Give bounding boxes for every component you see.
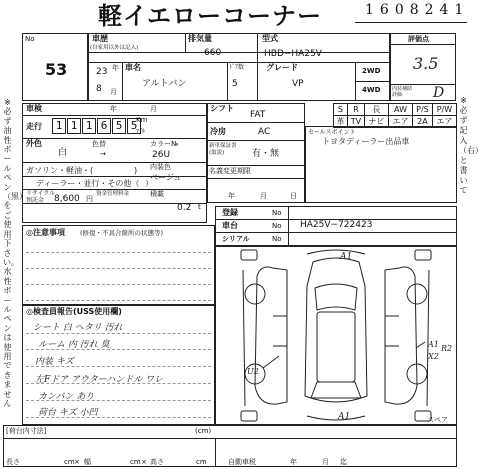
doors-value: 5: [232, 79, 238, 89]
month-value: 8: [96, 84, 102, 94]
equip-tv: TV: [347, 116, 364, 128]
drive-divider: [355, 81, 390, 82]
owner-change-year: 年: [228, 192, 235, 200]
length-label: 長さ: [6, 458, 20, 466]
shaken-year: 年: [110, 105, 117, 113]
recycle-fee-sub: 資金管理料金: [96, 191, 130, 197]
equip-aw: AW: [388, 104, 412, 116]
notes-line: [26, 268, 211, 269]
cargo-unit: (cm): [195, 427, 212, 435]
width-label: 幅: [84, 458, 91, 466]
color-arrow: →: [100, 150, 106, 158]
shift-label: シフト: [210, 104, 234, 113]
drive-4wd: 4WD: [362, 86, 381, 94]
grade-value: VP: [292, 79, 304, 89]
odometer-digit: 1: [67, 118, 81, 134]
year-value: 23: [96, 67, 108, 77]
shaken-label: 車検: [26, 104, 42, 113]
equipment-grid: [333, 103, 457, 128]
owner-divider: [207, 178, 305, 179]
insp-row-3: [22, 162, 207, 163]
damage-mark-a1-top: A1: [340, 252, 353, 262]
equip-navi: ナビ: [364, 116, 388, 128]
notes-line: [26, 252, 211, 253]
color-no-label: カラー№: [150, 140, 179, 148]
inspector-note-3: 内装 キズ: [35, 357, 74, 367]
auto-tax-label: 自動車税: [228, 458, 256, 466]
maker-label: 車歴: [92, 34, 108, 43]
grade-label: グレード: [266, 63, 298, 72]
interior-score-value: D: [433, 85, 445, 101]
score-header-divider: [391, 44, 455, 45]
maker-sub: (自家用以外は記入): [90, 45, 139, 51]
vehicle-col-3: [122, 62, 123, 101]
equip-airbag: エア: [432, 116, 456, 128]
displacement-label: 排気量: [188, 34, 212, 43]
owner-change-day: 日: [290, 192, 297, 200]
serial-suffix: No: [272, 235, 282, 243]
history-close: ）: [145, 179, 153, 188]
recycle-divider: [207, 165, 305, 166]
equip-2a: 2A: [413, 116, 433, 128]
reg-label: 登録: [222, 208, 238, 217]
doors-label: ﾄﾞｱ数: [229, 64, 245, 71]
equip-pw: P/W: [432, 104, 456, 116]
inspector-title: ◎検査員報告(USS使用欄): [26, 307, 122, 316]
equip-leather: 革: [334, 116, 348, 128]
displacement-value: 660: [204, 48, 222, 58]
recycle-fee-label: リサイクル 預託金: [26, 190, 56, 204]
width-cm: cm: [130, 458, 141, 466]
chassis-suffix: No: [272, 222, 282, 230]
damage-mark-x2: X2: [428, 352, 439, 361]
month-unit: 月: [110, 88, 117, 96]
selling-point-value: トヨタディーラー出品車: [322, 137, 410, 146]
cargo-dimension-title: [荷台内寸法]: [6, 427, 47, 435]
exterior-color-value: 白: [58, 148, 68, 158]
ac-label: 冷房: [210, 127, 226, 136]
footer-divider: [3, 438, 457, 439]
interior-color-label: 内装色: [150, 163, 171, 171]
recycle-fee-unit: 円: [86, 195, 93, 203]
inspector-line: [26, 333, 211, 334]
load-unit: t: [198, 203, 201, 211]
insp-row-1: [22, 115, 207, 116]
odometer-unit-mile: ﾏｲﾙ: [136, 128, 146, 135]
lot-no-label: No: [25, 35, 35, 43]
lot-no-box: [22, 33, 88, 101]
reg-div-2: [215, 232, 457, 233]
damage-mark-a1-bottom: A1: [338, 412, 351, 422]
damage-mark-a1-right: A1: [428, 340, 439, 349]
right-margin-note: ※必ず記入（右）と書いて: [459, 96, 483, 195]
inspector-note-4: 左Fドア アウターハンドル ワレ: [35, 375, 164, 385]
inspector-note-5: カンバン あり: [38, 392, 95, 402]
serial-label: シリアル: [222, 235, 250, 243]
lot-number: 1608241: [365, 2, 470, 18]
ac-value: AC: [258, 127, 271, 137]
score-value: 3.5: [413, 54, 439, 73]
odometer-digit: 1: [52, 118, 66, 134]
vehicle-col-4: [227, 62, 228, 101]
selling-point-label: セールスポイント: [308, 129, 356, 136]
lot-no-value: 53: [45, 60, 68, 79]
ac-divider: [207, 140, 305, 141]
car-name-label: 車名: [125, 63, 141, 72]
inspector-note-1: シート 白 ヘタリ 汚れ: [33, 323, 123, 333]
lot-number-underline: [355, 22, 467, 23]
exterior-color-label: 外色: [26, 139, 42, 148]
history-value: ディーラー・並行・その他（: [36, 179, 140, 188]
owner-change-month: 月: [260, 192, 267, 200]
vehicle-col-2: [257, 33, 258, 101]
damage-mark-r2: R2: [441, 344, 453, 353]
footer-col: [215, 438, 216, 467]
inspector-note-6: 荷台 キズ 小凹: [38, 408, 98, 418]
auction-sheet-title: 軽イエローコーナー: [98, 2, 323, 30]
warranty-label: 新車保証書 (取説): [209, 143, 237, 156]
drive-2wd: 2WD: [362, 67, 381, 75]
model-label: 型式: [262, 34, 278, 43]
shift-divider: [207, 122, 305, 123]
inspector-note-2: ルーム 内 汚れ 臭: [38, 340, 110, 350]
odometer-digits: [52, 118, 142, 134]
year-unit: 年: [112, 64, 119, 72]
score-box: [390, 33, 456, 101]
interior-color-value: ベージュ: [150, 173, 182, 182]
odometer-digit: 5: [112, 118, 126, 134]
color-change-label: 色替: [92, 140, 106, 148]
damage-mark-u2: U2: [247, 367, 259, 376]
odometer-label: 走行: [26, 122, 42, 131]
fuel-close: ): [134, 166, 138, 175]
notes-line: [26, 300, 211, 301]
warranty-value: 有・無: [252, 149, 280, 159]
shift-value: FAT: [250, 110, 266, 120]
equip-ps: P/S: [413, 104, 433, 116]
load-value: 0.2: [177, 203, 192, 213]
score-label: 評価点: [408, 35, 429, 43]
equip-r: R: [347, 104, 364, 116]
reg-col: [288, 206, 289, 246]
fuel-value: ガソリン・軽油・(: [26, 166, 94, 175]
insp-row-2: [22, 138, 207, 139]
spare-label: スペア: [427, 416, 448, 424]
equip-air: エア: [388, 116, 412, 128]
load-label: 積載: [150, 190, 164, 198]
equip-sunroof: S: [334, 104, 348, 116]
notes-title: ◎注意事項: [26, 228, 65, 237]
color-no-value: 26U: [152, 150, 171, 160]
auto-tax-year: 年: [290, 458, 297, 466]
car-name-value: アルトバン: [142, 79, 187, 89]
reg-suffix: No: [272, 209, 282, 217]
model-value: HBD−HA25V: [264, 49, 322, 59]
auto-tax-month: 月: [322, 458, 329, 466]
shaken-month: 月: [150, 105, 157, 113]
owner-change-label: 名義変更期限: [209, 167, 251, 175]
odometer-unit-km: Km: [136, 116, 148, 124]
odometer-digit: 1: [82, 118, 96, 134]
car-body-diagram: [215, 246, 457, 425]
chassis-value: HA25V−722423: [300, 220, 373, 230]
auto-tax-pay: 迄: [340, 458, 347, 466]
notes-sub: (修復・不具合箇所の状態等): [80, 229, 164, 237]
times-2: ×: [141, 458, 147, 466]
interior-score-label: 内装補助評価: [392, 86, 413, 98]
notes-line: [26, 284, 211, 285]
left-margin-note: ※必ず油性ボールペン（黒）をご使用下さい。水性ボールペンは使用できません: [3, 98, 27, 408]
odometer-digit: 6: [97, 118, 111, 134]
chassis-label: 車台: [222, 221, 238, 230]
score-interior-divider: [391, 84, 455, 85]
recycle-fee-value: 8,600: [54, 194, 80, 204]
length-cm: cm: [64, 458, 75, 466]
times-1: ×: [74, 458, 80, 466]
odometer-digit: 5: [127, 118, 141, 134]
equip-long: 長: [364, 104, 388, 116]
vehicle-col-1: [185, 33, 186, 52]
height-label: 高さ: [150, 458, 164, 466]
height-cm: cm: [196, 458, 207, 466]
